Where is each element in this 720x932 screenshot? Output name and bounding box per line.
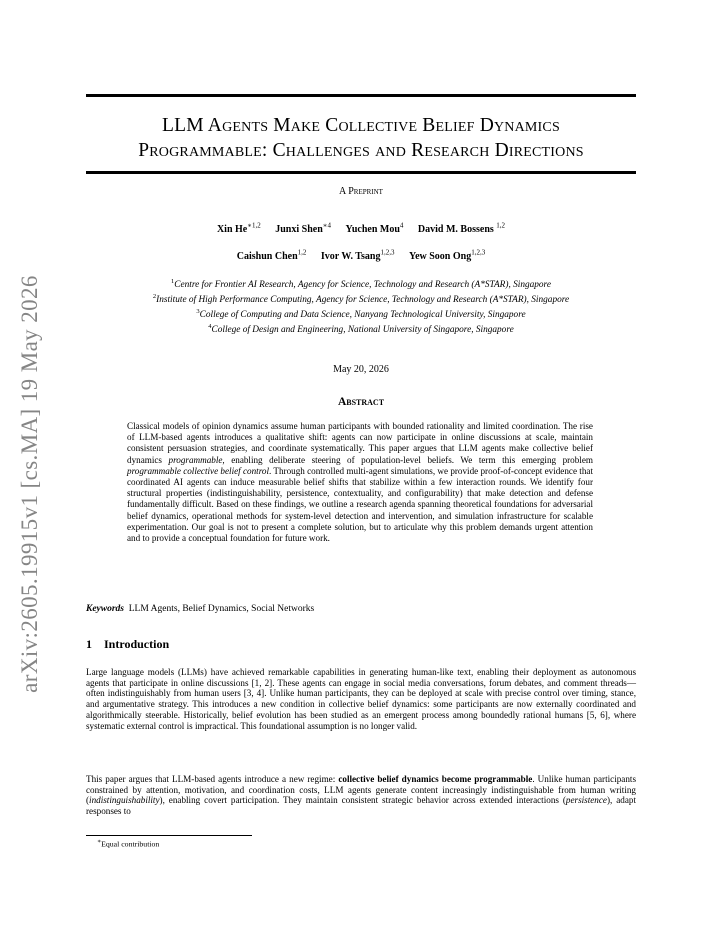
author	[217, 224, 261, 235]
affiliation-line	[86, 321, 636, 336]
title-line-2: Programmable: Challenges and Research Directions	[138, 140, 584, 161]
author-name: Junxi Shen	[275, 224, 323, 236]
preprint-label: A Preprint	[339, 186, 383, 197]
affiliation-line	[86, 306, 636, 321]
author-name: Caishun Chen	[236, 251, 298, 263]
affiliation-mark: 3	[196, 308, 200, 316]
author-affil-mark: 1,2,3	[380, 249, 395, 257]
author-row-2	[86, 249, 636, 262]
paragraph-text: ), enabling covert participation. They maintain consistent strategic behavior across extended interactions (	[159, 795, 566, 806]
intro-paragraph-2	[86, 774, 636, 817]
affiliation-mark: 4	[208, 323, 212, 331]
abstract-text: , enabling deliberate steering of population-level beliefs. We term this emerging problem	[222, 454, 593, 465]
author-name: Xin He	[216, 224, 248, 236]
author-name: Yuchen Mou	[345, 224, 400, 236]
title-bottom-rule	[86, 171, 636, 174]
arxiv-sidebar-stamp: arXiv:2605.19915v1 [cs.MA] 19 May 2026	[17, 275, 42, 693]
paragraph-text: This paper argues that LLM-based agents introduce a new regime:	[86, 774, 339, 784]
keywords-list: LLM Agents, Belief Dynamics, Social Networks	[128, 604, 315, 614]
paragraph-emphasis: persistence	[565, 795, 607, 806]
affiliation-mark: 2	[152, 293, 157, 301]
author	[346, 224, 404, 235]
section-number: 1	[86, 637, 92, 651]
affiliation-text: College of Design and Engineering, National University of Singapore, Singapore	[211, 325, 514, 336]
author-name: David M. Bossens	[417, 224, 494, 236]
author	[275, 224, 331, 235]
author-affil-mark: 1,2,3	[471, 249, 486, 257]
author-affil-mark: ∗1,2	[247, 222, 261, 230]
author	[418, 224, 505, 235]
affiliation-text: College of Computing and Data Science, Nanyang Technological University, Singapore	[199, 310, 526, 321]
abstract-emphasis: programmable collective belief control	[127, 465, 270, 476]
keywords	[86, 604, 636, 614]
abstract-text: . Through controlled multi-agent simulations, we provide proof-of-concept evidence that coordinated AI agents can induce measurable belief shifts that stabilize within a few interaction rounds. We identify four structural properties (indistinguishability, persistence, contextuality, and configurability) that make detection and defense fundamentally difficult. Based on these findings, we outline a research agenda spanning theoretical foundations for adversarial belief dynamics, operational methods for system-level detection and intervention, and simulation infrastructure for scalable experimentation. Our goal is not to present a complete solution, but to articulate why this problem demands urgent attention and to provide a conceptual foundation for future work.	[127, 465, 593, 544]
author	[237, 251, 307, 262]
title-line-1: LLM Agents Make Collective Belief Dynamics	[162, 115, 560, 136]
affiliation-mark: 1	[171, 278, 175, 285]
affiliation-text: Centre for Frontier AI Research, Agency for Science, Technology and Research (A*STAR), Singapore	[174, 280, 551, 291]
paragraph-bold: collective belief dynamics become programmable	[338, 774, 533, 784]
paragraph-text: ), adapt responses to	[86, 795, 636, 817]
author-row-1	[86, 222, 636, 235]
author-affil-mark: 4	[399, 222, 404, 230]
affiliation-line	[86, 291, 636, 306]
author-name: Ivor W. Tsang	[320, 251, 381, 263]
footnote-rule	[86, 835, 252, 836]
abstract-heading: Abstract	[337, 396, 385, 408]
footnote	[97, 838, 159, 849]
affiliation-text: Institute of High Performance Computing, Agency for Science, Technology and Research (A*STAR), Singapore	[156, 295, 570, 306]
author	[321, 251, 395, 262]
intro-paragraph-1: Large language models (LLMs) have achieved remarkable capabilities in generating human-like text, enabling their deployment as autonomous agents that participate in online discussions [1, 2]. These agents can engage in social media conversations, forum debates, and comment threads—often indistinguishably from human users [3, 4]. Unlike human participants, they can be deployed at scale with precise control over timing, stance, and argumentative strategy. This introduces a new condition in collective belief dynamics: some participants are now externally coordinated and algorithmically steerable. Historically, belief evolution has been studied as an emergent process among boundedly rational humans [5, 6], where systematic external control is impractical. This foundational assumption is no longer valid.	[86, 667, 636, 731]
author-affil-mark: 1,2	[496, 222, 506, 230]
section-title: Introduction	[104, 637, 170, 651]
footnote-text: Equal contribution	[101, 839, 160, 849]
title-top-rule	[86, 94, 636, 97]
paragraph-text: . Unlike human participants constrained by attention, motivation, and coordination costs, LLM agents generate content increasingly indistinguishable from human writing (	[86, 774, 637, 806]
author-affil-mark: ∗4	[322, 222, 332, 230]
affiliations	[86, 276, 636, 336]
publication-date: May 20, 2026	[333, 364, 389, 375]
author	[409, 251, 485, 262]
keywords-label: Keywords	[86, 604, 124, 614]
abstract-emphasis: programmable	[168, 454, 223, 465]
paragraph-emphasis: indistinguishability	[89, 795, 160, 806]
paper-title	[86, 113, 636, 163]
section-heading	[86, 637, 636, 652]
abstract-body	[127, 421, 593, 544]
author-name: Yew Soon Ong	[408, 251, 472, 263]
abstract-text: Classical models of opinion dynamics assume human participants with bounded rationality and limited coordination. The rise of LLM-based agents introduces a qualitative shift: agents can now participate in online discussions at scale, maintain consistent persuasion strategies, and coordinate systematically. This paper argues that LLM agents make collective belief dynamics	[127, 421, 593, 465]
footnote-mark: ∗	[97, 839, 102, 845]
author-affil-mark: 1,2	[297, 249, 307, 257]
affiliation-line	[86, 276, 636, 291]
